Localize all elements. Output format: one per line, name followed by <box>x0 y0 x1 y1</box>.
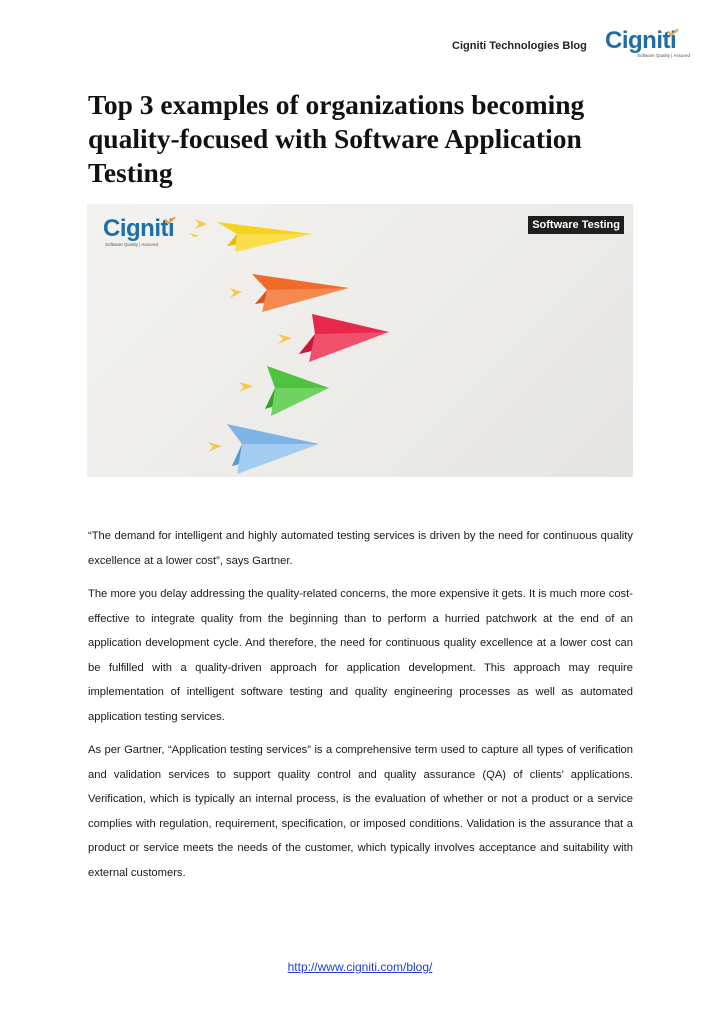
blue-paper-plane <box>208 424 319 474</box>
green-paper-plane <box>239 366 329 416</box>
blog-header-label: Cigniti Technologies Blog <box>452 40 587 52</box>
plane-wing-5 <box>237 444 319 474</box>
plane-wing-2 <box>262 288 349 312</box>
logo-wordmark: Cigniti <box>605 27 677 54</box>
paragraph-1: “The demand for intelligent and highly automated testing services is driven by the need for continuous quality excellence at a lower cost”, says Gartner. <box>88 530 633 567</box>
plane-wing-3 <box>309 332 389 362</box>
software-testing-badge: Software Testing <box>528 216 624 234</box>
hero-image <box>87 204 633 477</box>
hero-brand-tagline: Software Quality | Assured <box>105 242 158 247</box>
paragraph-2: The more you delay addressing the quality-related concerns, the more expensive it gets. It is much more cost-effective to integrate quality from the beginning than to perform a hurried patchwork at the end of an application development cycle. And therefore, the need for continuous quality excellence at a lower cost can be fulfilled with a quality-driven approach for application development. This approach may require implementation of intelligent software testing and quality engineering processes as well as automated application testing services. <box>88 588 633 723</box>
flame-2 <box>230 288 242 298</box>
flame-5 <box>208 442 222 452</box>
red-paper-plane <box>278 314 389 362</box>
footer <box>0 960 720 974</box>
article-title: Top 3 examples of organizations becoming quality-focused with Software Application Testing <box>88 89 585 188</box>
plane-wing-4 <box>271 388 329 416</box>
blog-url-link[interactable]: http://www.cigniti.com/blog/ <box>287 960 433 974</box>
orange-paper-plane <box>230 274 349 312</box>
hero-brand-logo <box>103 216 183 250</box>
flame-4 <box>239 382 253 392</box>
flame-1 <box>189 219 207 237</box>
cigniti-logo[interactable] <box>605 27 690 62</box>
paragraph-3: As per Gartner, “Application testing services” is a comprehensive term used to capture all types of verification and validation services to support quality control and quality assurance (QA) of clients’ applications. Verification, which is typically an internal process, is the evaluation of whether or not a product or a service complies with regulation, requirement, specification, or imposed conditions. Validation is the assurance that a product or service meets the needs of the customer, which typically involves acceptance and suitability with external customers. <box>88 744 633 879</box>
hero-brand-wordmark: Cigniti <box>103 215 175 242</box>
plane-wing-1 <box>235 234 312 252</box>
yellow-paper-plane <box>189 219 312 252</box>
flame-3 <box>278 334 292 344</box>
logo-tagline: Software Quality | Assured <box>637 53 690 58</box>
article-body <box>88 524 633 894</box>
